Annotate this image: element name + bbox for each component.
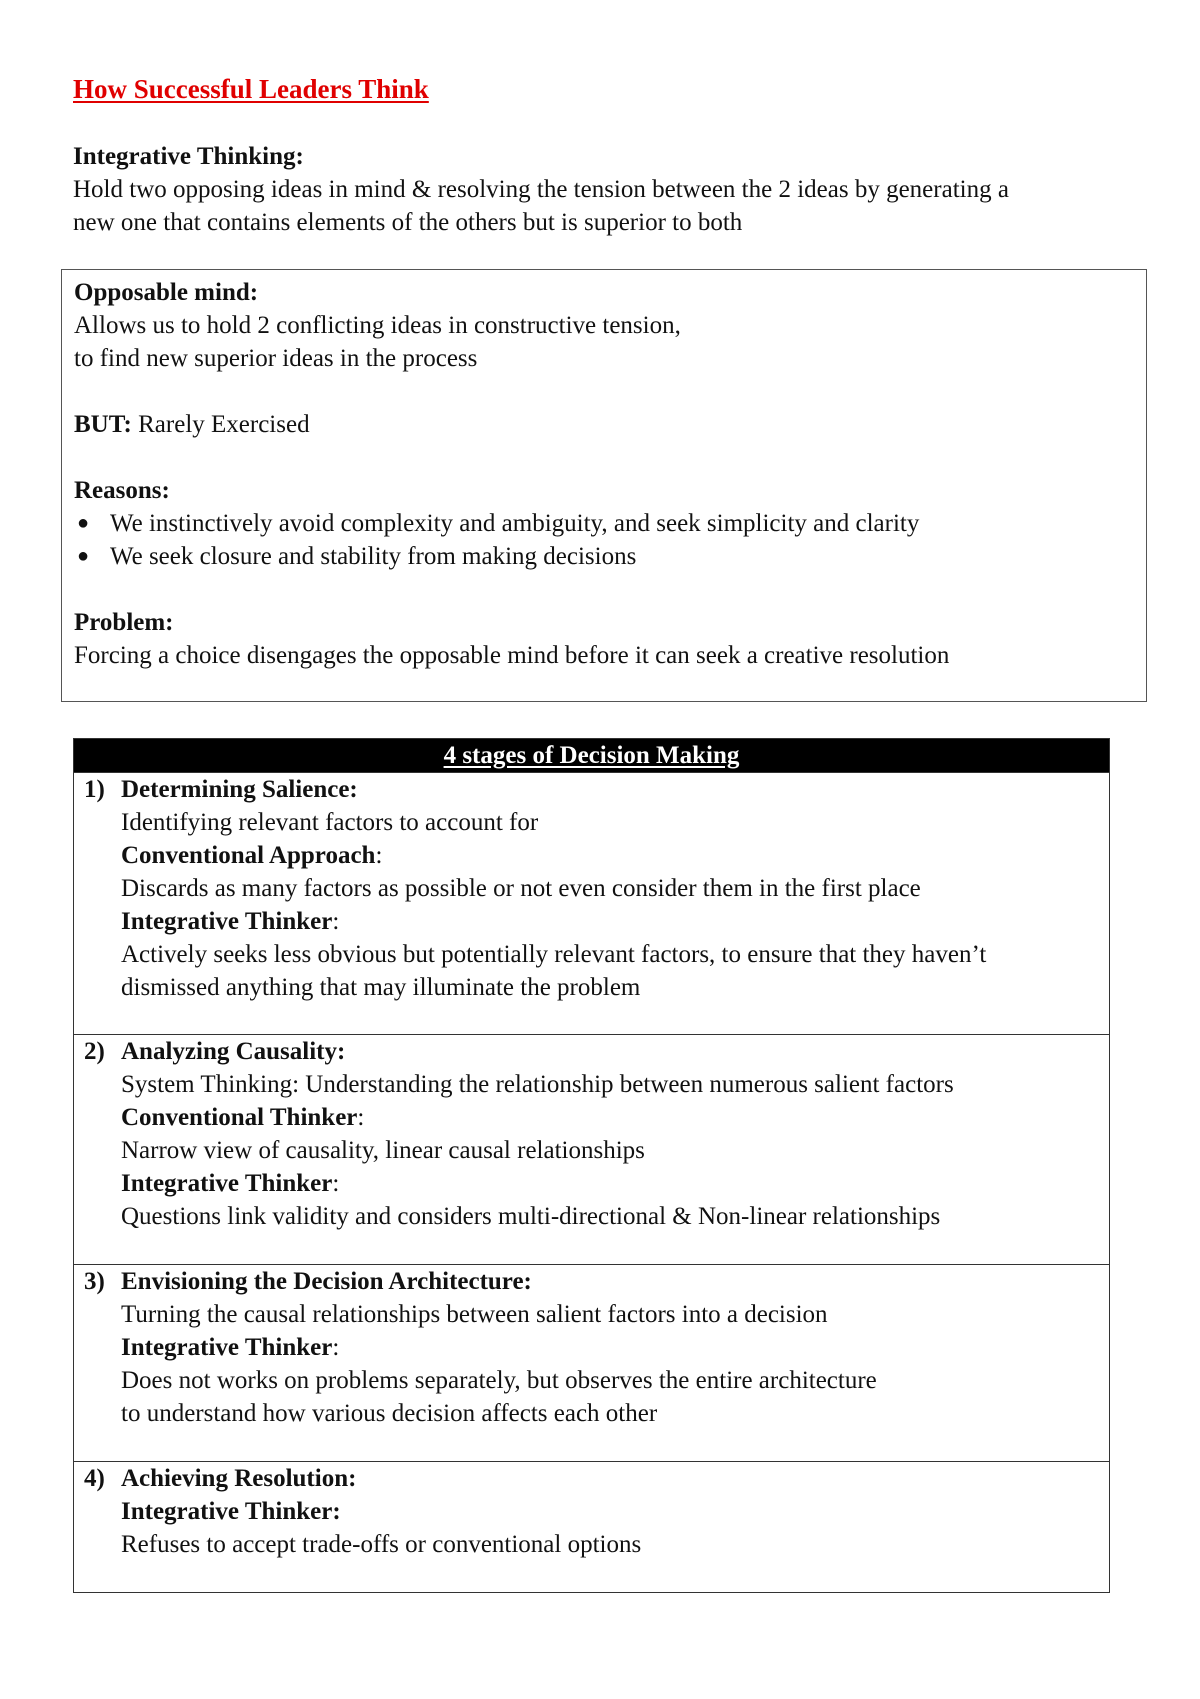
stage-number: 4) bbox=[84, 1465, 105, 1492]
stage-label-line bbox=[121, 1331, 1103, 1364]
stage-title: Achieving Resolution: bbox=[121, 1465, 357, 1492]
stage-text: Narrow view of causality, linear causal relationships bbox=[121, 1137, 645, 1164]
opposable-mind-heading: Opposable mind: bbox=[74, 279, 259, 306]
opposable-mind-line-1: Allows us to hold 2 conflicting ideas in constructive tension, bbox=[74, 312, 681, 339]
problem-text: Forcing a choice disengages the opposable mind before it can seek a creative resolution bbox=[74, 642, 950, 669]
stage-label-line bbox=[121, 905, 1103, 938]
stage-title: Analyzing Causality: bbox=[121, 1038, 346, 1065]
stage-label: Integrative Thinker bbox=[121, 1334, 333, 1361]
reason-text: We seek closure and stability from making decisions bbox=[110, 543, 637, 570]
stage-description: Turning the causal relationships between salient factors into a decision bbox=[121, 1301, 828, 1328]
stage-row bbox=[74, 772, 1109, 1034]
opposable-mind-line-2: to find new superior ideas in the process bbox=[74, 345, 478, 372]
stage-label-line bbox=[121, 1167, 1103, 1200]
label-colon: : bbox=[332, 1170, 340, 1197]
stage-row bbox=[74, 1034, 1109, 1264]
stage-text: Refuses to accept trade-offs or conventional options bbox=[121, 1531, 642, 1558]
opposable-mind-box bbox=[61, 269, 1147, 702]
stage-text: Actively seeks less obvious but potentially relevant factors, to ensure that they haven’t bbox=[121, 941, 987, 968]
integrative-thinking-line-2: new one that contains elements of the others but is superior to both bbox=[73, 209, 743, 236]
stage-description: Identifying relevant factors to account for bbox=[121, 809, 539, 836]
stage-label: Integrative Thinker: bbox=[121, 1498, 341, 1525]
stage-title: Determining Salience: bbox=[121, 776, 358, 803]
but-statement bbox=[74, 408, 1134, 441]
stage-title: Envisioning the Decision Architecture: bbox=[121, 1268, 532, 1295]
label-colon: : bbox=[332, 908, 340, 935]
problem-heading: Problem: bbox=[74, 609, 174, 636]
stage-row bbox=[74, 1264, 1109, 1461]
but-text: Rarely Exercised bbox=[131, 411, 310, 438]
stage-number: 2) bbox=[84, 1038, 105, 1065]
label-colon: : bbox=[332, 1334, 340, 1361]
stages-table-header: 4 stages of Decision Making bbox=[74, 739, 1109, 772]
stage-text: to understand how various decision affects each other bbox=[121, 1400, 658, 1427]
page-title: How Successful Leaders Think bbox=[73, 74, 429, 104]
stage-number: 1) bbox=[84, 776, 105, 803]
bullet-icon: ● bbox=[77, 545, 90, 567]
stage-row bbox=[74, 1461, 1109, 1592]
integrative-thinking-section bbox=[73, 140, 1153, 239]
reasons-list bbox=[74, 507, 1134, 573]
bullet-icon: ● bbox=[77, 512, 90, 534]
stage-text: Does not works on problems separately, but observes the entire architecture bbox=[121, 1367, 877, 1394]
decision-stages-table bbox=[73, 738, 1110, 1593]
stage-label-line bbox=[121, 1101, 1103, 1134]
reasons-heading: Reasons: bbox=[74, 477, 170, 504]
stage-label: Conventional Thinker bbox=[121, 1104, 358, 1131]
stage-number: 3) bbox=[84, 1268, 105, 1295]
stage-text: Questions link validity and considers multi-directional & Non-linear relationships bbox=[121, 1203, 941, 1230]
stage-label: Integrative Thinker bbox=[121, 908, 333, 935]
stage-label: Integrative Thinker bbox=[121, 1170, 333, 1197]
stage-label: Conventional Approach bbox=[121, 842, 376, 869]
list-item bbox=[74, 507, 1134, 540]
but-label: BUT: bbox=[74, 411, 132, 438]
stage-label-line bbox=[121, 839, 1103, 872]
list-item bbox=[74, 540, 1134, 573]
stage-text: Discards as many factors as possible or not even consider them in the first place bbox=[121, 875, 921, 902]
stage-description: System Thinking: Understanding the relationship between numerous salient factors bbox=[121, 1071, 954, 1098]
integrative-thinking-line-1: Hold two opposing ideas in mind & resolving the tension between the 2 ideas by generating a bbox=[73, 176, 1009, 203]
label-colon: : bbox=[357, 1104, 365, 1131]
integrative-thinking-heading: Integrative Thinking: bbox=[73, 143, 304, 170]
reason-text: We instinctively avoid complexity and ambiguity, and seek simplicity and clarity bbox=[110, 510, 920, 537]
stage-text: dismissed anything that may illuminate the problem bbox=[121, 974, 641, 1001]
label-colon: : bbox=[375, 842, 383, 869]
